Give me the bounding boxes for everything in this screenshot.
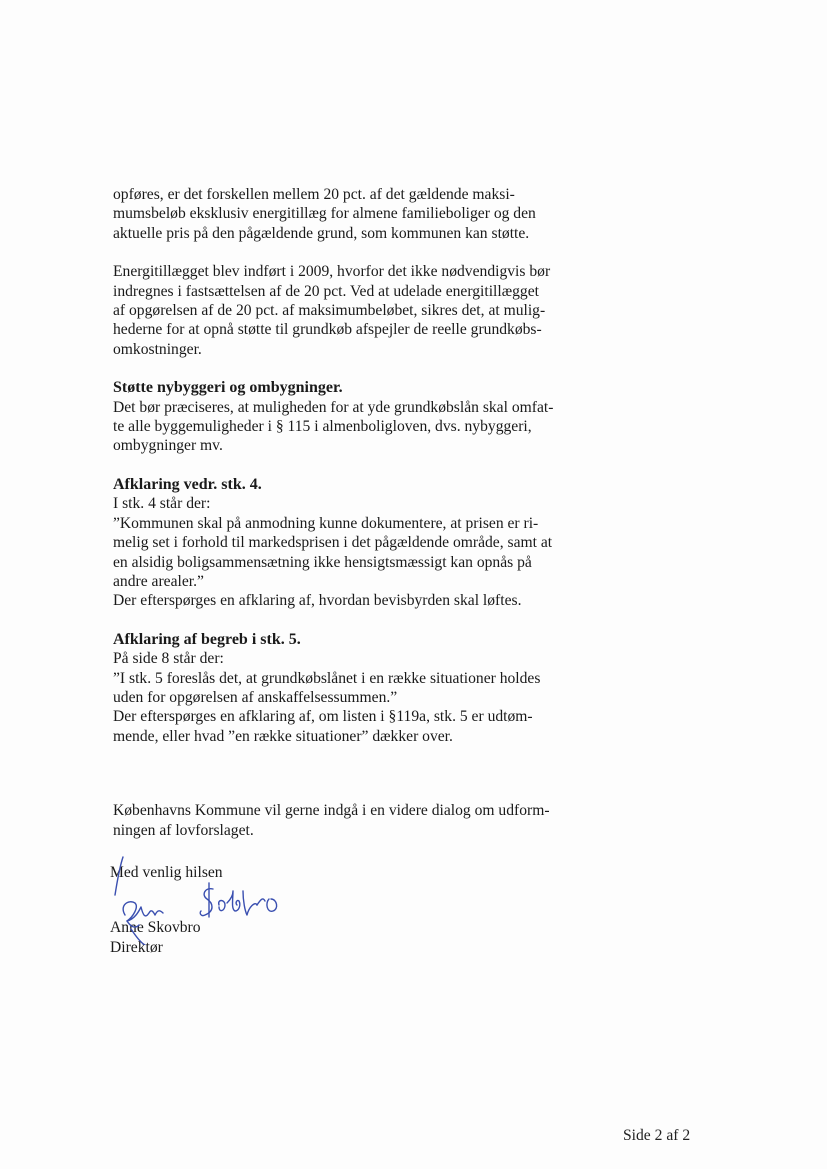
text-line: ”I stk. 5 foreslås det, at grundkøbslånet i en række situationer holdes: [113, 669, 541, 687]
paragraph-grundkoeb-beregning: [113, 185, 593, 243]
text-line: af opgørelsen af de 20 pct. af maksimumbeløbet, sikres det, at mulig-: [113, 302, 546, 320]
text-line: ningen af lovforslaget.: [113, 821, 254, 839]
text-line: hederne for at opnå støtte til grundkøb afspejler de reelle grundkøbs-: [113, 321, 542, 339]
letter-body: [113, 185, 593, 859]
text-line: melig set i forhold til markedsprisen i det pågældende område, samt at: [113, 534, 553, 552]
section-stk5: [113, 630, 593, 746]
page-number: Side 2 af 2: [623, 1127, 691, 1144]
paragraph-energitillaeg: [113, 262, 593, 359]
signatory-title: Direktør: [110, 938, 163, 956]
text-line: mumsbeløb eksklusiv energitillæg for almene familieboliger og den: [113, 205, 536, 223]
section-heading: Afklaring vedr. stk. 4.: [113, 475, 262, 493]
text-line: aktuelle pris på den pågældende grund, som kommunen kan støtte.: [113, 224, 530, 242]
text-line: Der efterspørges en afklaring af, hvordan bevisbyrden skal løftes.: [113, 592, 522, 610]
text-line: te alle byggemuligheder i § 115 i almenboligloven, dvs. nybyggeri,: [113, 418, 532, 436]
signatory-name: Anne Skovbro: [110, 919, 201, 937]
text-line: uden for opgørelsen af anskaffelsessummen.”: [113, 688, 398, 706]
text-line: omkostninger.: [113, 340, 202, 358]
text-line: På side 8 står der:: [113, 650, 224, 668]
text-line: mende, eller hvad ”en række situationer” dækker over.: [113, 727, 453, 745]
greeting: Med venlig hilsen: [110, 864, 223, 881]
text-line: ombygninger mv.: [113, 437, 223, 455]
text-line: en alsidig boligsammensætning ikke hensigtsmæssigt kan opnås på: [113, 553, 532, 571]
text-line: ”Kommunen skal på anmodning kunne dokumentere, at prisen er ri-: [113, 514, 539, 532]
signature-block: [110, 863, 223, 957]
text-line: I stk. 4 står der:: [113, 495, 211, 513]
section-heading: Afklaring af begreb i stk. 5.: [113, 630, 301, 648]
text-line: indregnes i fastsættelsen af de 20 pct. Ved at udelade energitillægget: [113, 282, 539, 300]
paragraph-closing: [113, 801, 593, 840]
text-line: Det bør præciseres, at muligheden for at yde grundkøbslån skal omfat-: [113, 398, 554, 416]
section-stk4: [113, 475, 593, 611]
text-line: Der efterspørges en afklaring af, om listen i §119a, stk. 5 er udtøm-: [113, 708, 533, 726]
text-line: opføres, er det forskellen mellem 20 pct. af det gældende maksi-: [113, 186, 515, 203]
text-line: andre arealer.”: [113, 572, 204, 590]
section-nybyggeri: [113, 378, 593, 456]
text-line: Energitillægget blev indført i 2009, hvorfor det ikke nødvendigvis bør: [113, 263, 551, 281]
text-line: Københavns Kommune vil gerne indgå i en videre dialog om udform-: [113, 802, 550, 820]
section-heading: Støtte nybyggeri og ombygninger.: [113, 379, 343, 397]
